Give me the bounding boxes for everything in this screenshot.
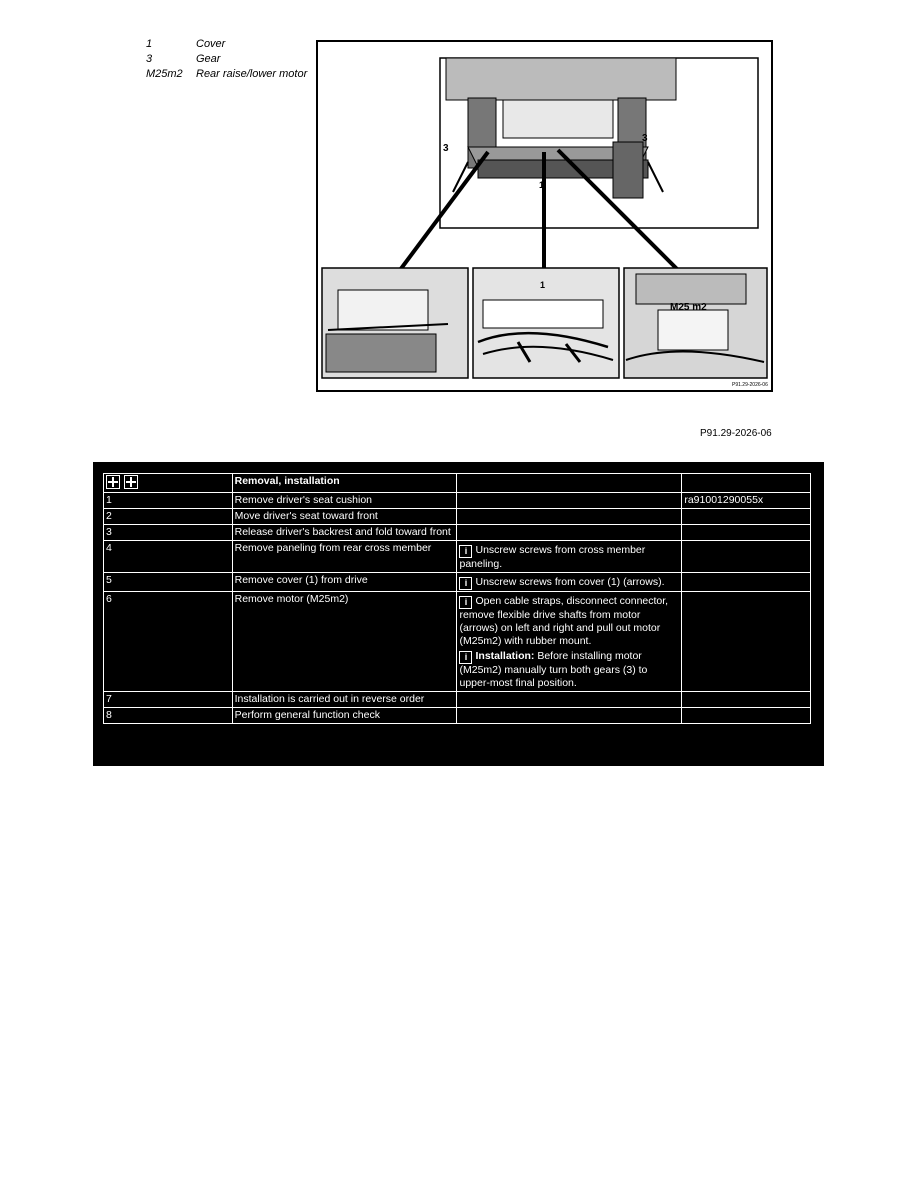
motor-label: M25 m2 [670, 302, 707, 313]
step-text: Perform general function check [232, 708, 457, 724]
table-row [104, 573, 811, 592]
info-icon: i [459, 651, 472, 664]
callout-3-right: 3 [642, 133, 648, 144]
step-notes [457, 708, 682, 724]
callout-3-left: 3 [443, 143, 449, 154]
step-notes [457, 509, 682, 525]
info-icon: i [459, 596, 472, 609]
step-reference [682, 708, 811, 724]
header-col3 [457, 474, 682, 493]
procedure-table [93, 462, 824, 766]
detail-callout-1: 1 [540, 280, 546, 290]
legend-item: 3 Gear [146, 53, 221, 65]
info-note: i Open cable straps, disconnect connector, remove flexible drive shafts from motor (arrows) on left and right and pull out motor (M25m2) with rubber mount. [459, 595, 669, 647]
step-reference[interactable]: ra91001290055x [682, 493, 811, 509]
legend-item: M25m2 Rear raise/lower motor [146, 68, 308, 80]
table-row [104, 541, 811, 573]
info-note: i Unscrew screws from cross member paneling. [459, 544, 646, 570]
step-reference [682, 692, 811, 708]
step-notes [457, 692, 682, 708]
table-row [104, 509, 811, 525]
table-row [104, 525, 811, 541]
seat-drive-diagram [318, 42, 771, 390]
installation-note: i Installation: Before installing motor (M25m2) manually turn both gears (3) to upper-most final position. [459, 650, 648, 689]
header-title: Removal, installation [232, 474, 457, 493]
step-text: Remove driver's seat cushion [232, 493, 457, 509]
step-text: Move driver's seat toward front [232, 509, 457, 525]
step-text: Remove paneling from rear cross member [232, 541, 457, 573]
step-notes [457, 592, 682, 692]
step-reference [682, 541, 811, 573]
callout-1: 1 [539, 180, 545, 190]
step-text: Remove cover (1) from drive [232, 573, 457, 592]
figure-caption: P91.29-2026-06 [700, 428, 772, 439]
step-notes [457, 541, 682, 573]
collapse-icon[interactable] [124, 475, 138, 489]
info-icon: i [459, 577, 472, 590]
step-number: 5 [104, 573, 233, 592]
legend-item: 1 Cover [146, 38, 226, 50]
table-row [104, 708, 811, 724]
header-icons [104, 474, 233, 493]
step-number: 1 [104, 493, 233, 509]
figure-code: P91.29-2026-06 [732, 382, 768, 388]
step-number: 8 [104, 708, 233, 724]
step-reference [682, 573, 811, 592]
figure-legend [146, 37, 307, 82]
table-header [104, 474, 811, 493]
info-icon: i [459, 545, 472, 558]
step-text: Remove motor (M25m2) [232, 592, 457, 692]
technical-illustration [316, 40, 773, 392]
table-row [104, 592, 811, 692]
step-reference [682, 592, 811, 692]
step-notes [457, 525, 682, 541]
step-number: 3 [104, 525, 233, 541]
step-reference [682, 509, 811, 525]
steps-table [103, 473, 811, 724]
step-text: Release driver's backrest and fold toward front [232, 525, 457, 541]
table-row [104, 493, 811, 509]
step-reference [682, 525, 811, 541]
expand-icon[interactable] [106, 475, 120, 489]
step-text: Installation is carried out in reverse order [232, 692, 457, 708]
step-notes [457, 573, 682, 592]
header-col4 [682, 474, 811, 493]
step-number: 2 [104, 509, 233, 525]
step-number: 4 [104, 541, 233, 573]
table-row [104, 692, 811, 708]
step-number: 6 [104, 592, 233, 692]
step-number: 7 [104, 692, 233, 708]
step-notes [457, 493, 682, 509]
info-note: i Unscrew screws from cover (1) (arrows). [459, 576, 679, 590]
